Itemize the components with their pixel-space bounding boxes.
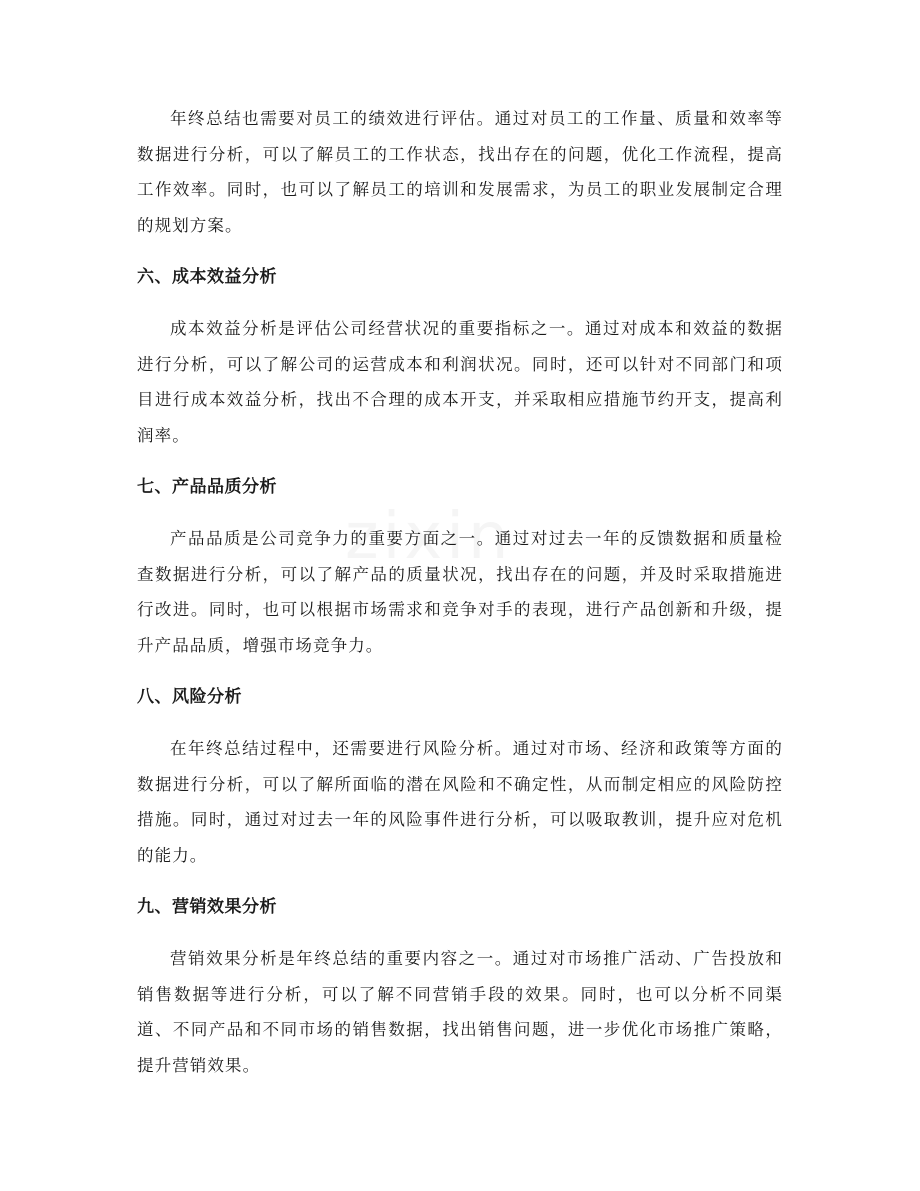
watermark-logo: zixin	[345, 500, 513, 574]
section-heading-product-quality: 七、产品品质分析	[137, 477, 277, 497]
section-body-risk: 在年终总结过程中，还需要进行风险分析。通过对市场、经济和政策等方面的数据进行分析，可以了解所面临的潜在风险和不确定性，从而制定相应的风险防控措施。同时，通过对过去一年的风险事件进行分析，可以吸取教训，提升应对危机的能力。	[137, 739, 783, 865]
section-heading-marketing: 九、营销效果分析	[137, 897, 277, 917]
section-body-product-quality: 产品品质是公司竞争力的重要方面之一。通过对过去一年的反馈数据和质量检查数据进行分析，可以了解产品的质量状况，找出存在的问题，并及时采取措施进行改进。同时，也可以根据市场需求和竞争对手的表现，进行产品创新和升级，提升产品品质，增强市场竞争力。	[137, 529, 783, 655]
intro-paragraph: 年终总结也需要对员工的绩效进行评估。通过对员工的工作量、质量和效率等数据进行分析，可以了解员工的工作状态，找出存在的问题，优化工作流程，提高工作效率。同时，也可以了解员工的培训和发展需求，为员工的职业发展制定合理的规划方案。	[137, 109, 783, 235]
section-body-marketing: 营销效果分析是年终总结的重要内容之一。通过对市场推广活动、广告投放和销售数据等进行分析，可以了解不同营销手段的效果。同时，也可以分析不同渠道、不同产品和不同市场的销售数据，找出销售问题，进一步优化市场推广策略，提升营销效果。	[137, 949, 783, 1075]
document-body	[137, 101, 783, 1083]
section-heading-cost-benefit: 六、成本效益分析	[137, 267, 277, 287]
section-body-cost-benefit: 成本效益分析是评估公司经营状况的重要指标之一。通过对成本和效益的数据进行分析，可以了解公司的运营成本和利润状况。同时，还可以针对不同部门和项目进行成本效益分析，找出不合理的成本开支，并采取相应措施节约开支，提高利润率。	[137, 319, 783, 445]
section-heading-risk: 八、风险分析	[137, 687, 242, 707]
